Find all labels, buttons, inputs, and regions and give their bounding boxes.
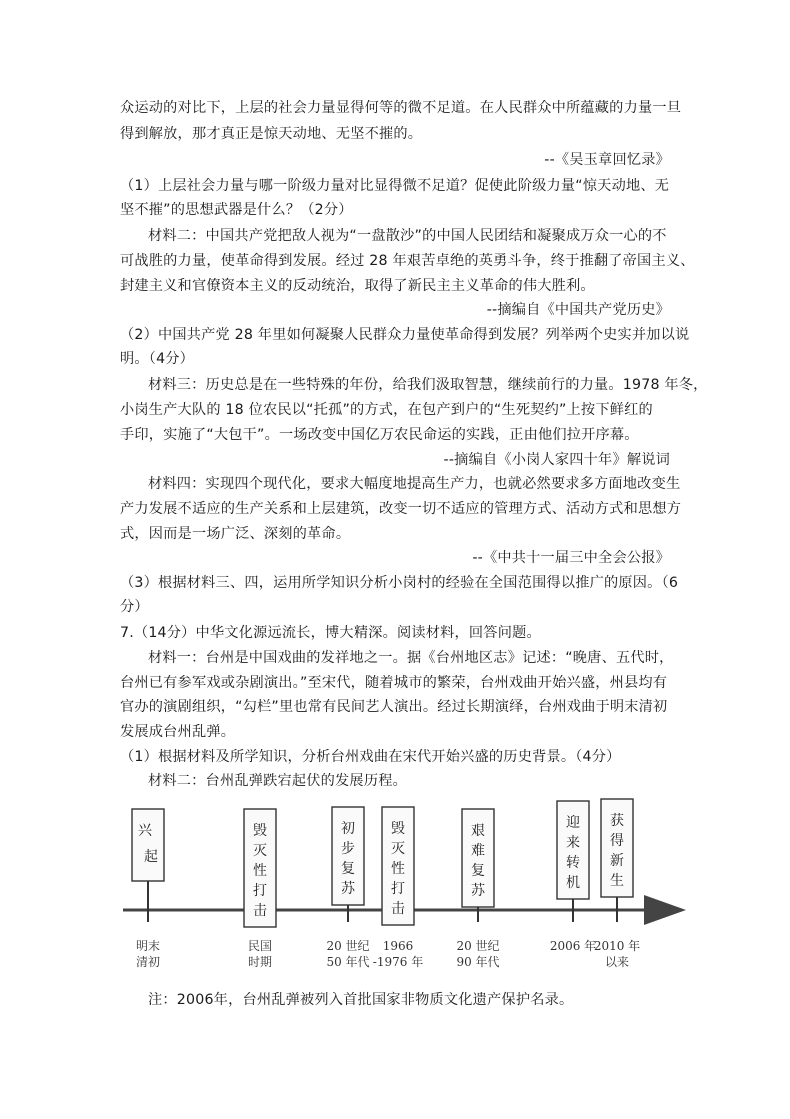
text-line: 式，因而是一场广泛、深刻的革命。 [120,526,351,542]
text-line: 官办的演剧组织，“勾栏”里也常有民间艺人演出。经过长期演绎，台州戏曲于明末清初 [120,699,668,715]
stage-label-char: 复 [341,861,355,877]
question-3-cont: 分） [120,599,149,615]
source-citation: --《中共十一届三中全会公报》 [472,550,670,566]
stage-label-char: 灭 [391,841,405,857]
opera-timeline [0,795,790,985]
stage-label-char: 灭 [253,843,267,859]
text-line: 可战胜的力量，使革命得到发展。经过 28 年艰苦卓绝的英勇斗争，终于推翻了帝国主义、 [120,253,695,269]
question-7-1: （1）根据材料及所学知识，分析台州戏曲在宋代开始兴盛的历史背景。（4分） [120,749,621,765]
stage-period-label: 民国 [247,939,273,953]
stage-box [132,809,164,881]
question-1: （1）上层社会力量与哪一阶级力量对比显得微不足道？促使此阶级力量“惊天动地、无 [120,178,670,194]
text-line: 众运动的对比下，上层的社会力量显得何等的微不足道。在人民群众中所蕴藏的力量一旦 [120,100,682,116]
stage-period-label: 明末 [135,939,161,953]
stage-label-char: 复 [471,863,485,879]
stage-label-char: 击 [391,901,405,917]
stage-label-char: 转 [566,855,580,871]
stage-period-label: 2006 年 [549,939,597,953]
text-line: 得到解放，那才真正是惊天动地、无坚不摧的。 [120,126,423,142]
stage-label-char: 迎 [566,815,580,831]
stage-period-label: 90 年代 [456,955,500,969]
stage-period-label: 2010 年 [593,939,641,953]
stage-label-char: 打 [253,883,267,899]
stage-label-char: 难 [471,843,485,859]
text-line: 手印，实施了“大包干”。一场改变中国亿万农民命运的实践，正由他们拉开序幕。 [120,427,639,443]
text-line: 台州已有参军戏或杂剧演出。”至宋代，随着城市的繁荣，台州戏曲开始兴盛，州县均有 [120,675,668,691]
stage-label-char: 性 [391,861,405,877]
stage-label-char: 苏 [471,883,485,899]
material-1: 材料一：台州是中国戏曲的发祥地之一。据《台州地区志》记述：“晚唐、五代时， [148,650,674,666]
question-3: （3）根据材料三、四，运用所学知识分析小岗村的经验在全国范围得以推广的原因。（6 [120,575,679,591]
stage-period-label: 时期 [247,955,273,969]
stage-period-label: 50 年代 [326,955,370,969]
stage-label-char: 毁 [253,823,267,839]
stage-label-char: 毁 [391,821,405,837]
material-4: 材料四：实现四个现代化，要求大幅度地提高生产力，也就必然要求多方面地改变生 [148,476,681,492]
stage-label-char: 起 [144,849,158,865]
text-line: 封建主义和官僚资本主义的反动统治，取得了新民主主义革命的伟大胜利。 [120,278,595,294]
stage-label-char: 来 [566,835,580,851]
question-2: （2）中国共产党 28 年里如何凝聚人民群众力量使革命得到发展？列举两个史实并加以说 [120,327,690,343]
stage-period-label: 以来 [604,955,630,969]
question-7-heading: 7.（14分）中华文化源远流长，博大精深。阅读材料，回答问题。 [120,625,541,641]
stage-period-label: -1976 年 [372,955,424,969]
stage-period-label: 20 世纪 [456,939,500,953]
stage-label-char: 步 [341,841,355,857]
stage-label-char: 初 [341,821,355,837]
stage-label-char: 机 [566,875,580,891]
stage-label-char: 生 [610,873,624,889]
note: 注：2006年，台州乱弹被列入首批国家非物质文化遗产保护名录。 [148,992,574,1008]
stage-label-char: 得 [610,833,624,849]
stage-label-char: 兴 [138,823,152,839]
text-line: 产力发展不适应的生产关系和上层建筑，改变一切不适应的管理方式、活动方式和思想方 [120,501,682,517]
source-citation: --《吴玉章回忆录》 [544,152,670,168]
stage-label-char: 性 [253,863,267,879]
question-2-cont: 明。（4分） [120,351,195,367]
material-3: 材料三：历史总是在一些特殊的年份，给我们汲取智慧，继续前行的力量。1978 年冬， [148,377,708,393]
source-citation: --摘编自《中国共产党历史》 [486,302,670,318]
stage-period-label: 20 世纪 [326,939,370,953]
text-line: 发展成台州乱弹。 [120,724,236,740]
material-2: 材料二：中国共产党把敌人视为“一盘散沙”的中国人民团结和凝聚成万众一心的不 [148,228,667,244]
stage-period-label: 清初 [135,955,161,969]
stage-label-char: 艰 [471,823,485,839]
stage-label-char: 获 [610,813,624,829]
material-2-timeline-caption: 材料二：台州乱弹跌宕起伏的发展历程。 [148,773,407,789]
stage-label-char: 击 [253,903,267,919]
question-1-cont: 坚不摧”的思想武器是什么？（2分） [120,202,353,218]
source-citation: --摘编自《小岗人家四十年》解说词 [443,452,670,468]
stage-label-char: 打 [391,881,405,897]
stage-label-char: 苏 [341,881,355,897]
stage-label-char: 新 [610,853,624,869]
stage-period-label: 1966 [382,939,414,953]
text-line: 小岗生产大队的 18 位农民以“托孤”的方式，在包产到户的“生死契约”上按下鲜红的 [120,402,653,418]
